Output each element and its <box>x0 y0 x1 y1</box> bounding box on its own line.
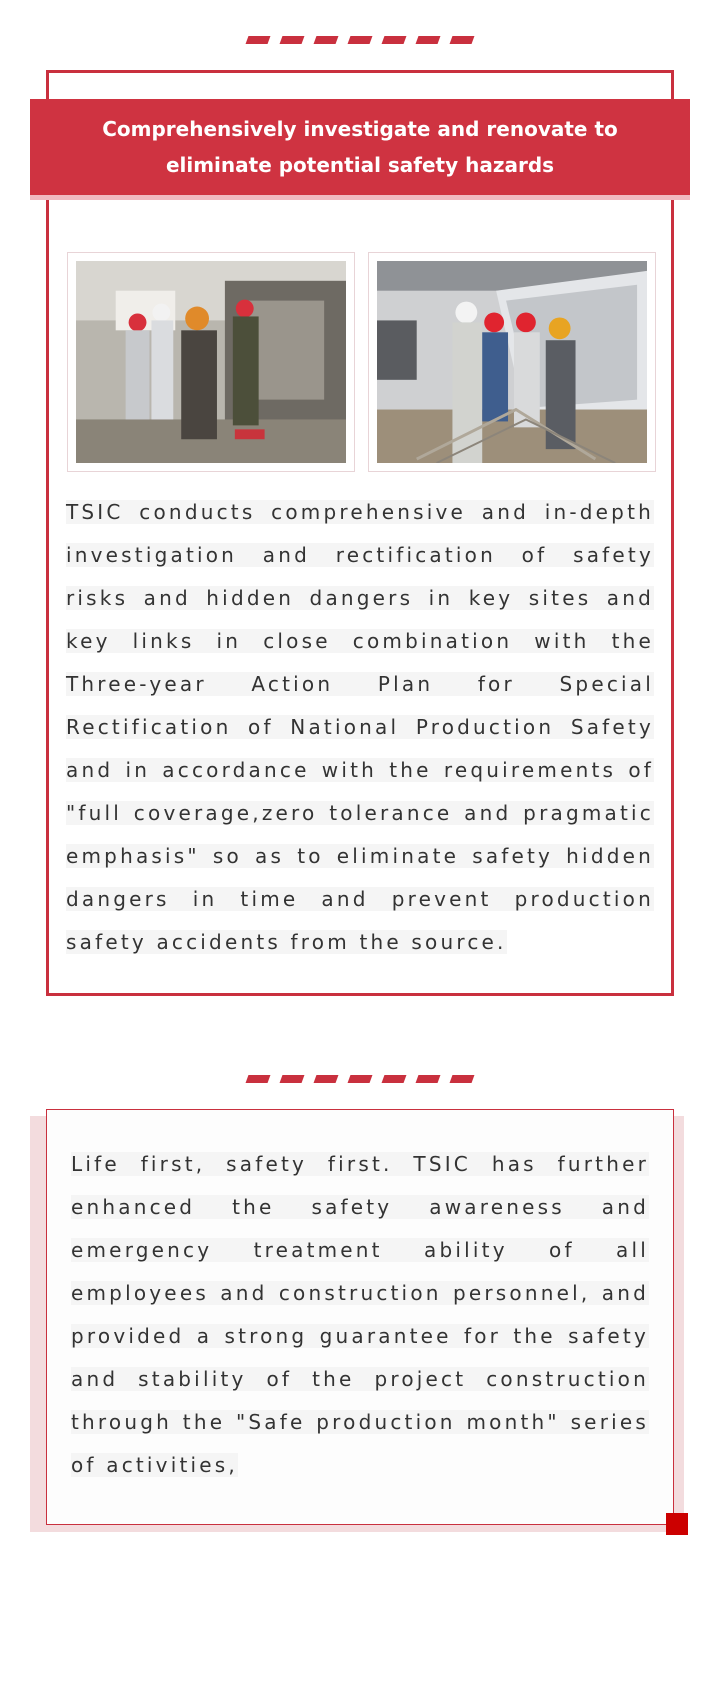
section1-paragraph: TSIC conducts comprehensive and in-depth investigation and rectification of safety risks and hidden dangers in key sites and key links in close combination with the Three-year Action Plan for Special Rectification of National Production Safety and in accordance with the requirements of "full coverage,zero tolerance and pragmatic emphasis" so as to eliminate safety hidden dangers in time and prevent production safety accidents from the source. <box>66 500 654 954</box>
photo-workers-at-machine <box>67 252 355 472</box>
banner-title: Comprehensively investigate and renovate to eliminate potential safety hazards <box>102 117 618 177</box>
section-banner <box>30 99 690 195</box>
decorative-dashes-bottom <box>0 1075 720 1083</box>
section2-paragraph: Life first, safety first. TSIC has further enhanced the safety awareness and emergency treatment ability of all employees and construction personnel, and provided a strong guarantee for the safety and stability of the project construction through the "Safe production month" series of activities, <box>71 1152 649 1477</box>
workers-at-machine-image <box>76 261 346 463</box>
decorative-dashes-top <box>0 36 720 44</box>
photo-workers-inspecting-rope <box>368 252 656 472</box>
corner-square-decoration <box>666 1513 688 1535</box>
workers-inspecting-rope-image <box>377 261 647 463</box>
